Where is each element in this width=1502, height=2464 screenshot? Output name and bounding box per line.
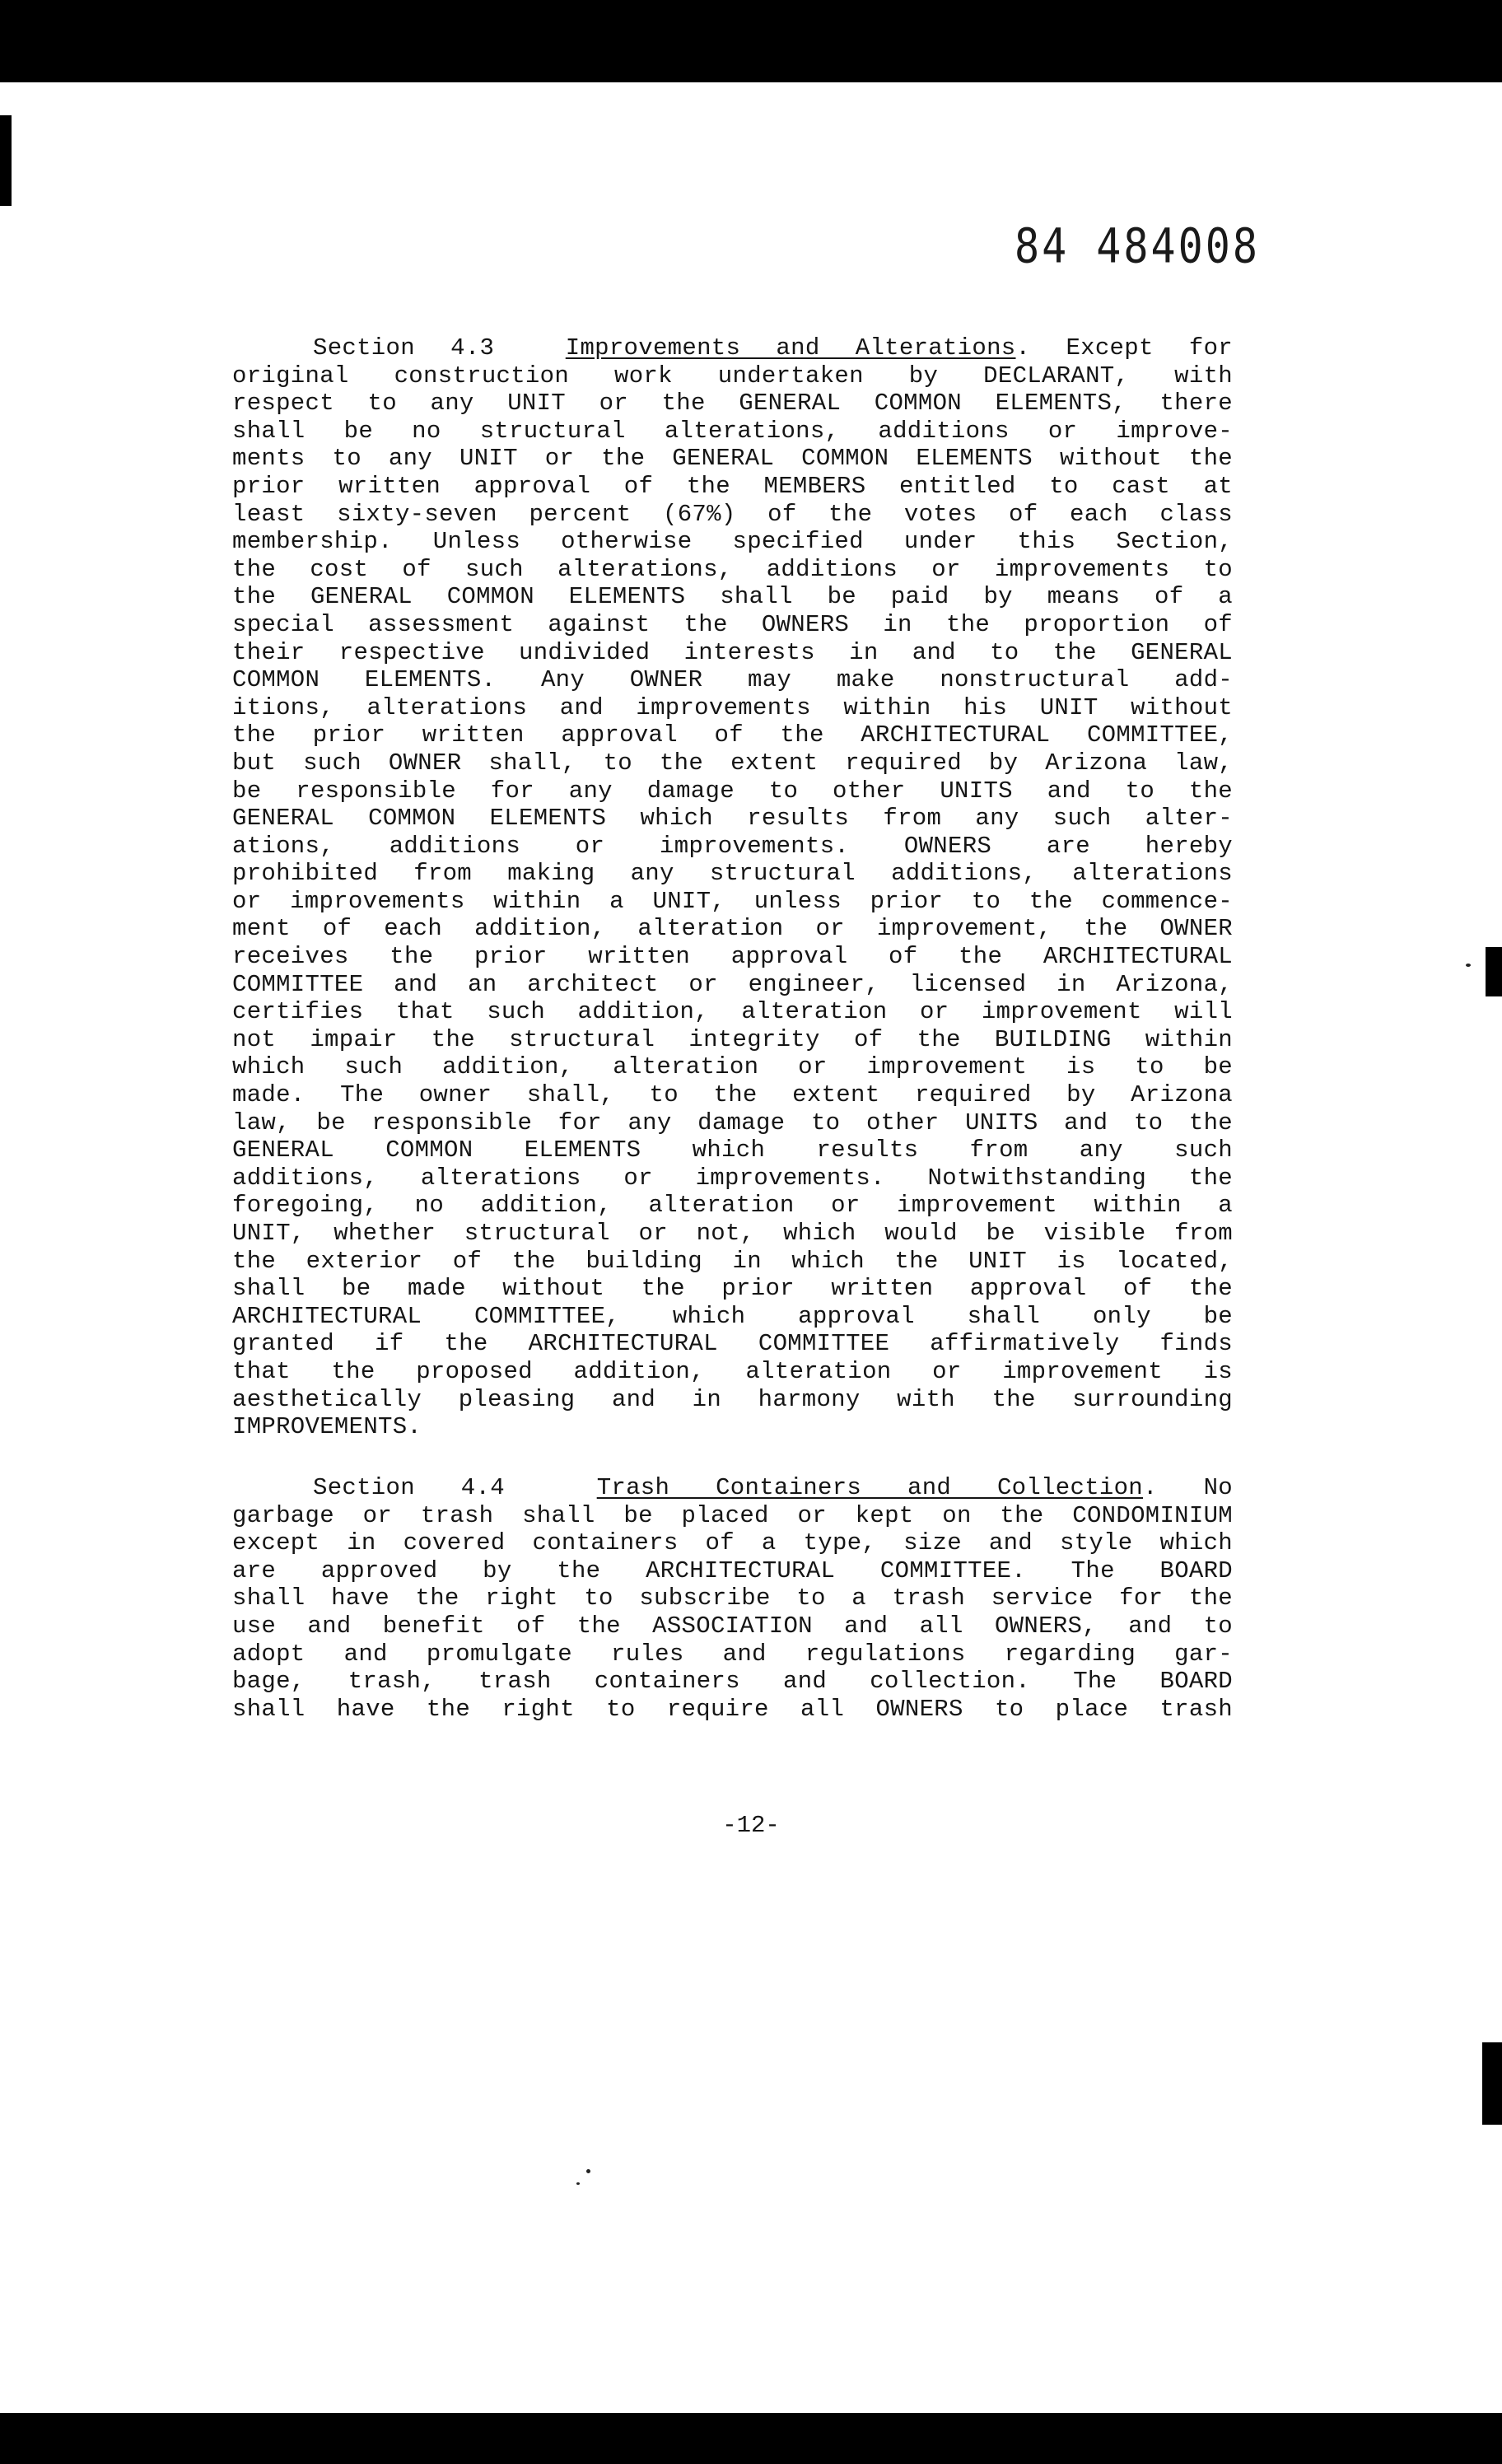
text-line: foregoing, no addition, alteration or improvement within a (232, 1192, 1233, 1220)
text-line: prohibited from making any structural additions, alterations (232, 860, 1233, 888)
text-line: the GENERAL COMMON ELEMENTS shall be paid by means of a (232, 583, 1233, 611)
document-number: 84 484008 (1015, 218, 1260, 274)
text-line: original construction work undertaken by DECLARANT, with (232, 362, 1233, 390)
text-line: but such OWNER shall, to the extent required by Arizona law, (232, 749, 1233, 777)
text-line: ARCHITECTURAL COMMITTEE, which approval shall only be (232, 1302, 1233, 1330)
text-line: COMMON ELEMENTS. Any OWNER may make nonstructural add- (232, 666, 1233, 694)
text-line: UNIT, whether structural or not, which would be visible from (232, 1220, 1233, 1247)
text-line: their respective undivided interests in and to the GENERAL (232, 638, 1233, 666)
text-line: are approved by the ARCHITECTURAL COMMITTEE. The BOARD (232, 1556, 1233, 1584)
text-line: additions, alterations or improvements. Notwithstanding the (232, 1164, 1233, 1192)
left-edge-mark (0, 115, 12, 206)
text-line: the prior written approval of the ARCHITECTURAL COMMITTEE, (232, 721, 1233, 749)
text-line: law, be responsible for any damage to other UNITS and to the (232, 1108, 1233, 1136)
text-line: or improvements within a UNIT, unless prior to the commence- (232, 887, 1233, 915)
text-line: special assessment against the OWNERS in the proportion of (232, 610, 1233, 638)
section-heading-tail: . No (1143, 1474, 1233, 1501)
text-line: adopt and promulgate rules and regulations regarding gar- (232, 1640, 1233, 1668)
section-heading: Improvements and Alterations (565, 334, 1016, 362)
text-line: shall have the right to subscribe to a trash service for the (232, 1584, 1233, 1612)
text-line: aesthetically pleasing and in harmony with the surrounding (232, 1385, 1233, 1413)
text-line: ment of each addition, alteration or improvement, the OWNER (232, 915, 1233, 943)
section-number: Section 4.4 (313, 1474, 505, 1501)
page-number: -12- (722, 1812, 780, 1839)
text-line: GENERAL COMMON ELEMENTS which results from any such alter- (232, 805, 1233, 833)
text-line: use and benefit of the ASSOCIATION and all OWNERS, and to (232, 1612, 1233, 1640)
right-edge-mark-lower (1482, 2042, 1502, 2125)
text-line: shall be no structural alterations, additions or improve- (232, 417, 1233, 445)
scan-speck (576, 2182, 580, 2185)
text-line: be responsible for any damage to other UNITS and to the (232, 777, 1233, 805)
text-line: granted if the ARCHITECTURAL COMMITTEE affirmatively finds (232, 1330, 1233, 1358)
section-4-3 (232, 334, 1233, 1441)
text-line: shall be made without the prior written approval of the (232, 1275, 1233, 1303)
text-line: not impair the structural integrity of the BUILDING within (232, 1025, 1233, 1053)
scan-speck (1466, 964, 1471, 967)
right-edge-mark-upper (1486, 947, 1502, 996)
text-line: except in covered containers of a type, size and style which (232, 1529, 1233, 1557)
section-4-4 (232, 1474, 1233, 1723)
text-line: GENERAL COMMON ELEMENTS which results from any such (232, 1136, 1233, 1164)
section-heading: Trash Containers and Collection (596, 1474, 1144, 1501)
text-line: which such addition, alteration or improvement is to be (232, 1053, 1233, 1081)
text-line: the exterior of the building in which the UNIT is located, (232, 1247, 1233, 1275)
section-heading-line (232, 1474, 1233, 1502)
text-line: the cost of such alterations, additions or improvements to (232, 555, 1233, 583)
text-line: least sixty-seven percent (67%) of the votes of each class (232, 500, 1233, 528)
text-line: ations, additions or improvements. OWNERS are hereby (232, 832, 1233, 860)
text-line: ments to any UNIT or the GENERAL COMMON ELEMENTS without the (232, 445, 1233, 473)
text-line: certifies that such addition, alteration or improvement will (232, 998, 1233, 1026)
section-heading-line (232, 334, 1233, 362)
text-line: shall have the right to require all OWNERS to place trash (232, 1695, 1233, 1723)
scan-speck (586, 2169, 590, 2173)
text-line: made. The owner shall, to the extent required by Arizona (232, 1081, 1233, 1109)
text-line: IMPROVEMENTS. (232, 1413, 422, 1441)
text-line: respect to any UNIT or the GENERAL COMMON ELEMENTS, there (232, 390, 1233, 418)
text-line: membership. Unless otherwise specified under this Section, (232, 528, 1233, 556)
text-line: garbage or trash shall be placed or kept on the CONDOMINIUM (232, 1501, 1233, 1529)
text-line: prior written approval of the MEMBERS entitled to cast at (232, 472, 1233, 500)
text-line: that the proposed addition, alteration or improvement is (232, 1357, 1233, 1385)
section-number: Section 4.3 (313, 334, 495, 362)
section-heading-tail: . Except for (1015, 334, 1233, 362)
text-line: itions, alterations and improvements within his UNIT without (232, 693, 1233, 721)
text-line: bage, trash, trash containers and collection. The BOARD (232, 1668, 1233, 1696)
text-line: receives the prior written approval of the ARCHITECTURAL (232, 943, 1233, 971)
text-line: COMMITTEE and an architect or engineer, licensed in Arizona, (232, 970, 1233, 998)
